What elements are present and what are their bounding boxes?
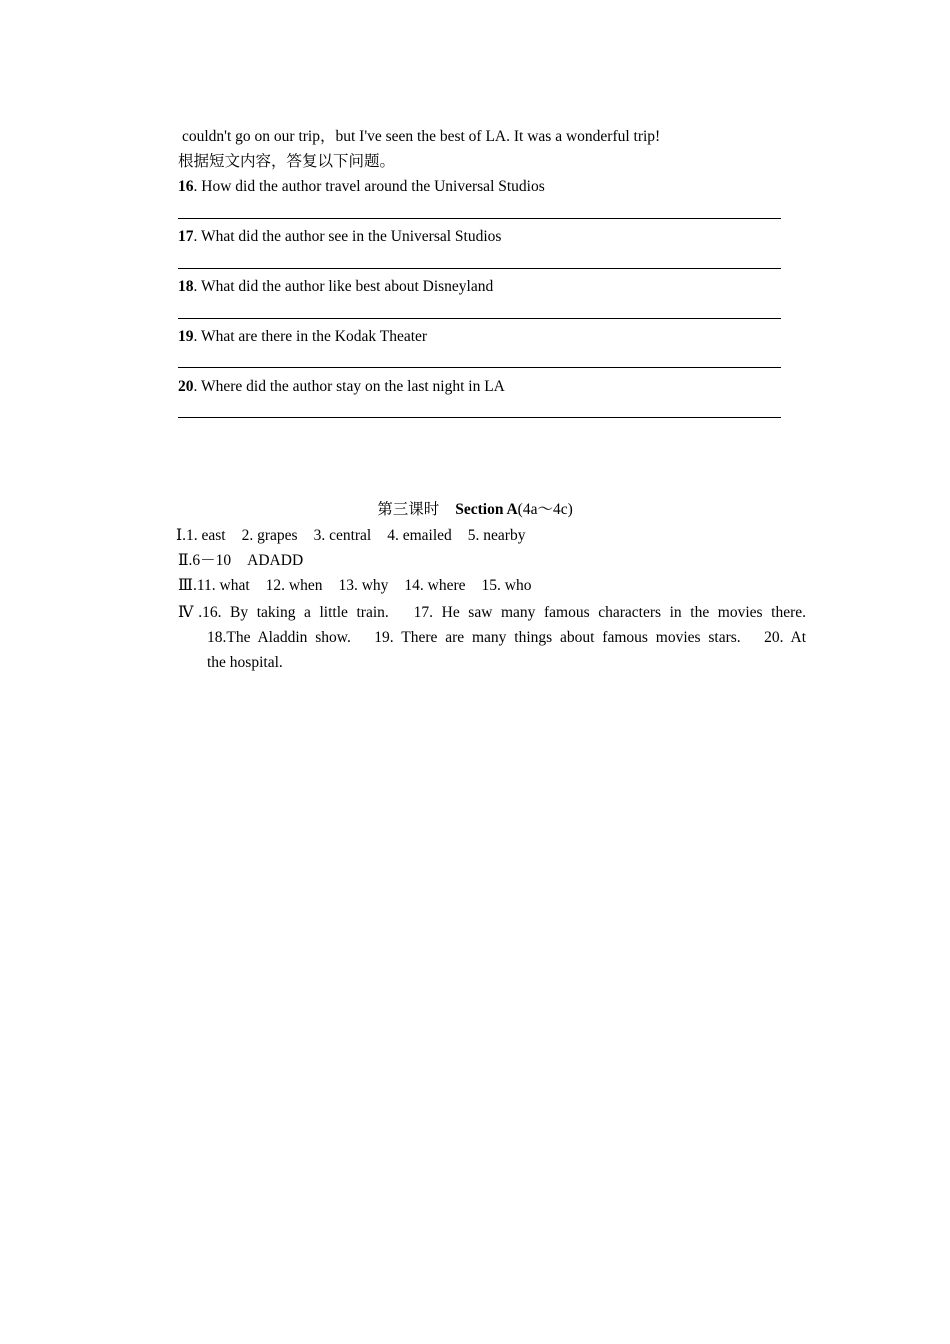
title-cn: 第三课时 [377, 501, 440, 518]
answer-part-3 [178, 576, 532, 596]
answer-line-19[interactable] [178, 367, 781, 368]
part4-row: the hospital. [207, 654, 283, 671]
question-16 [178, 177, 545, 197]
answer-item: 4. emailed [387, 527, 452, 544]
part4-row: Ⅳ.16. By taking a little train. 17. He saw many famous characters in the movies there. [178, 604, 806, 621]
title-range: (4a～4c) [517, 501, 573, 518]
answer-item: 5. nearby [467, 527, 526, 544]
part2-label: Ⅱ.6－10 [178, 552, 232, 569]
answer-part-4 [178, 600, 806, 675]
question-number: 17 [178, 228, 194, 245]
title-section: Section A [455, 501, 518, 518]
passage-continuation: couldn't go on our trip，but I've seen the best of LA. It was a wonderful trip! [182, 128, 661, 145]
question-18 [178, 277, 493, 297]
answer-item: 13. why [338, 577, 389, 594]
answer-part-2 [178, 551, 303, 571]
question-19 [178, 327, 427, 347]
question-17 [178, 227, 501, 247]
question-number: 19 [178, 328, 194, 345]
answer-line-16[interactable] [178, 218, 781, 219]
answer-key-title [0, 500, 950, 520]
question-number: 16 [178, 178, 194, 195]
question-number: 18 [178, 278, 194, 295]
question-text: . What did the author like best about Disneyland [193, 278, 494, 295]
answer-item: 2. grapes [241, 527, 298, 544]
question-20 [178, 377, 505, 397]
question-text: . How did the author travel around the Universal Studios [193, 178, 545, 195]
question-number: 20 [178, 378, 194, 395]
answer-line-17[interactable] [178, 268, 781, 269]
question-text: . Where did the author stay on the last night in LA [193, 378, 505, 395]
answer-item: 3. central [313, 527, 372, 544]
answer-item: 12. when [265, 577, 323, 594]
question-text: . What are there in the Kodak Theater [193, 328, 428, 345]
answer-item: 14. where [404, 577, 466, 594]
answer-line-20[interactable] [178, 417, 781, 418]
answer-item: 15. who [481, 577, 532, 594]
part3-label: Ⅲ.11. what [178, 577, 250, 594]
answer-part-1 [176, 526, 525, 546]
part2-value: ADADD [247, 552, 304, 569]
instruction-text: 根据短文内容，答复以下问题。 [178, 153, 396, 170]
part1-label: Ⅰ.1. east [176, 527, 226, 544]
question-text: . What did the author see in the Universal Studios [193, 228, 502, 245]
part4-row: 18.The Aladdin show. 19. There are many things about famous movies stars. 20. At [207, 629, 806, 646]
answer-line-18[interactable] [178, 318, 781, 319]
